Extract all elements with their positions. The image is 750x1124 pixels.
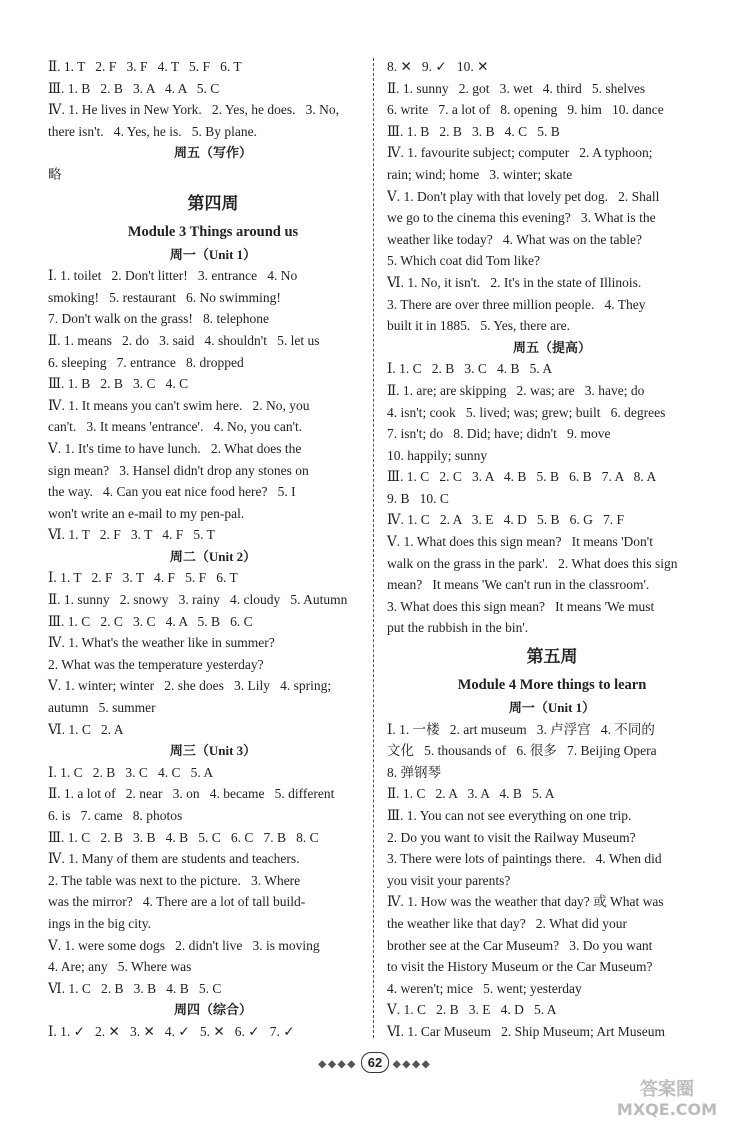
- left-column: [48, 56, 378, 1043]
- answer-line: Ⅴ. 1. winter; winter 2. she does 3. Lily 4. spring;: [48, 678, 332, 694]
- answer-line: Ⅳ. 1. It means you can't swim here. 2. No, you: [48, 397, 310, 413]
- answer-line: 8. 弹钢琴: [387, 764, 441, 780]
- answer-line: 7. isn't; do 8. Did; have; didn't 9. move: [387, 426, 611, 442]
- answer-line: 4. weren't; mice 5. went; yesterday: [387, 980, 582, 996]
- answer-line: Ⅱ. 1. sunny 2. got 3. wet 4. third 5. shelves: [387, 80, 646, 96]
- answer-line: 8. ✕ 9. ✓ 10. ✕: [387, 59, 489, 74]
- answer-line: Ⅰ. 1. 一楼 2. art museum 3. 卢浮宫 4. 不同的: [387, 721, 655, 737]
- answer-line: Ⅵ. 1. No, it isn't. 2. It's in the state of Illinois.: [387, 274, 642, 290]
- answer-line: Ⅲ. 1. B 2. B 3. A 4. A 5. C: [48, 80, 220, 96]
- answer-line: the way. 4. Can you eat nice food here? 5. I: [48, 484, 296, 500]
- week-heading: 第四周: [187, 193, 239, 214]
- answer-line: Ⅲ. 1. B 2. B 3. B 4. C 5. B: [387, 123, 560, 139]
- module-heading: Module 4 More things to learn: [457, 677, 647, 694]
- answer-line: 7. Don't walk on the grass! 8. telephone: [48, 311, 270, 327]
- day-heading: 周五（提高）: [512, 339, 591, 355]
- answer-line: Ⅰ. 1. C 2. B 3. C 4. B 5. A: [387, 361, 553, 377]
- answer-line: there isn't. 4. Yes, he is. 5. By plane.: [48, 123, 258, 139]
- answer-line: weather like today? 4. What was on the table?: [387, 231, 643, 247]
- answer-line: Ⅴ. 1. were some dogs 2. didn't live 3. is moving: [48, 937, 320, 953]
- answer-line: Ⅰ. 1. ✓ 2. ✕ 3. ✕ 4. ✓ 5. ✕ 6. ✓ 7. ✓: [48, 1023, 295, 1039]
- answer-line: Ⅰ. 1. toilet 2. Don't litter! 3. entrance 4. No: [48, 268, 298, 284]
- answer-line: Ⅴ. 1. C 2. B 3. E 4. D 5. A: [387, 1002, 557, 1018]
- answer-line: Ⅵ. 1. T 2. F 3. T 4. F 5. T: [48, 527, 215, 543]
- day-heading: 周二（Unit 2）: [169, 548, 257, 564]
- answer-line: can't. 3. It means 'entrance'. 4. No, you can't.: [48, 419, 303, 435]
- answer-line: 文化 5. thousands of 6. 很多 7. Beijing Opera: [387, 743, 657, 759]
- answer-line: 6. write 7. a lot of 8. opening 9. him 10. dance: [387, 102, 664, 118]
- answer-line: Ⅲ. 1. C 2. C 3. C 4. A 5. B 6. C: [48, 613, 253, 629]
- answer-line: sign mean? 3. Hansel didn't drop any stones on: [48, 462, 309, 478]
- ornament-right: ◆◆◆◆: [392, 1059, 432, 1070]
- answer-line: 3. What does this sign mean? It means 'We must: [387, 598, 655, 614]
- answer-line: Ⅱ. 1. are; are skipping 2. was; are 3. have; do: [387, 382, 645, 398]
- answer-line: Ⅱ. 1. means 2. do 3. said 4. shouldn't 5. let us: [48, 332, 320, 348]
- answer-line: 10. happily; sunny: [387, 447, 488, 463]
- answer-line: 2. Do you want to visit the Railway Museum?: [387, 829, 636, 845]
- column-divider: [373, 58, 374, 1038]
- answer-line: Ⅴ. 1. Don't play with that lovely pet dog. 2. Shall: [387, 188, 660, 204]
- day-heading: 周一（Unit 1）: [508, 700, 596, 716]
- answer-line: Ⅳ. 1. C 2. A 3. E 4. D 5. B 6. G 7. F: [387, 512, 625, 528]
- day-heading: 周四（综合）: [173, 1002, 252, 1018]
- answer-line: 3. There are over three million people. 4. They: [387, 296, 646, 312]
- answer-line: Ⅲ. 1. C 2. C 3. A 4. B 5. B 6. B 7. A 8. A: [387, 469, 657, 485]
- page-number: 62: [361, 1052, 389, 1073]
- answer-line: 4. Are; any 5. Where was: [48, 959, 192, 975]
- week-heading: 第五周: [526, 647, 578, 668]
- answer-line: ings in the big city.: [48, 915, 151, 931]
- answer-line: Ⅳ. 1. What's the weather like in summer?: [48, 635, 275, 651]
- answer-line: 5. Which coat did Tom like?: [387, 253, 541, 269]
- module-heading: Module 3 Things around us: [127, 223, 299, 240]
- answer-line: brother see at the Car Museum? 3. Do you want: [387, 937, 653, 953]
- answer-line: won't write an e-mail to my pen-pal.: [48, 505, 245, 521]
- answer-line: Ⅳ. 1. He lives in New York. 2. Yes, he does. 3. No,: [48, 102, 339, 118]
- day-heading: 周一（Unit 1）: [169, 246, 257, 262]
- answer-line: Ⅱ. 1. C 2. A 3. A 4. B 5. A: [387, 786, 555, 802]
- answer-line: 6. sleeping 7. entrance 8. dropped: [48, 354, 244, 370]
- answer-line: Ⅱ. 1. a lot of 2. near 3. on 4. became 5. different: [48, 786, 335, 802]
- answer-line: built it in 1885. 5. Yes, there are.: [387, 318, 570, 334]
- answer-line: 2. The table was next to the picture. 3. Where: [48, 872, 301, 888]
- day-heading: 周三（Unit 3）: [169, 743, 257, 759]
- answer-line: Ⅰ. 1. T 2. F 3. T 4. F 5. F 6. T: [48, 570, 238, 586]
- answer-line: smoking! 5. restaurant 6. No swimming!: [48, 289, 281, 305]
- answer-line: was the mirror? 4. There are a lot of tall build-: [48, 894, 306, 910]
- watermark-logo: [592, 1075, 742, 1120]
- answer-line: 9. B 10. C: [387, 490, 449, 506]
- answer-line: Ⅲ. 1. You can not see everything on one trip.: [387, 808, 632, 823]
- watermark-logo-text: 答案圈: [640, 1079, 694, 1100]
- answer-line: Ⅱ. 1. T 2. F 3. F 4. T 5. F 6. T: [48, 59, 242, 74]
- answer-line: you visit your parents?: [387, 872, 511, 888]
- answer-line: 4. isn't; cook 5. lived; was; grew; built 6. degrees: [387, 404, 666, 420]
- answer-line: Ⅳ. 1. Many of them are students and teachers.: [48, 851, 300, 867]
- answer-line: 略: [48, 166, 62, 182]
- answer-line: walk on the grass in the park'. 2. What does this sign: [387, 555, 678, 571]
- answer-line: Ⅵ. 1. C 2. A: [48, 721, 124, 737]
- answer-line: Ⅰ. 1. C 2. B 3. C 4. C 5. A: [48, 764, 214, 780]
- watermark-text: MXQE.COM: [616, 1100, 718, 1119]
- answer-line: autumn 5. summer: [48, 700, 156, 716]
- answer-line: Ⅳ. 1. favourite subject; computer 2. A typhoon;: [387, 145, 653, 161]
- answer-line: mean? It means 'We can't run in the classroom'.: [387, 577, 650, 593]
- answer-line: 6. is 7. came 8. photos: [48, 808, 183, 823]
- answer-line: the weather like that day? 2. What did your: [387, 915, 628, 931]
- answer-line: put the rubbish in the bin'.: [387, 620, 529, 636]
- answer-line: Ⅳ. 1. How was the weather that day? 或 What was: [387, 894, 664, 910]
- answer-line: Ⅴ. 1. What does this sign mean? It means 'Don't: [387, 534, 653, 550]
- day-heading: 周五（写作）: [173, 145, 252, 161]
- answer-line: Ⅱ. 1. sunny 2. snowy 3. rainy 4. cloudy 5. Autumn: [48, 592, 348, 608]
- ornament-left: ◆◆◆◆: [318, 1059, 358, 1070]
- answer-line: Ⅵ. 1. Car Museum 2. Ship Museum; Art Museum: [387, 1023, 665, 1039]
- right-column: [387, 56, 717, 1043]
- answer-line: Ⅵ. 1. C 2. B 3. B 4. B 5. C: [48, 980, 222, 996]
- answer-line: 3. There were lots of paintings there. 4. When did: [387, 851, 662, 867]
- page-number-footer: [0, 1052, 750, 1073]
- answer-line: Ⅴ. 1. It's time to have lunch. 2. What does the: [48, 440, 302, 456]
- answer-line: we go to the cinema this evening? 3. What is the: [387, 210, 656, 226]
- answer-line: Ⅲ. 1. C 2. B 3. B 4. B 5. C 6. C 7. B 8. C: [48, 829, 319, 845]
- answer-line: Ⅲ. 1. B 2. B 3. C 4. C: [48, 376, 189, 392]
- answer-line: rain; wind; home 3. winter; skate: [387, 166, 573, 182]
- answer-line: to visit the History Museum or the Car Museum?: [387, 959, 653, 975]
- answer-line: 2. What was the temperature yesterday?: [48, 656, 264, 672]
